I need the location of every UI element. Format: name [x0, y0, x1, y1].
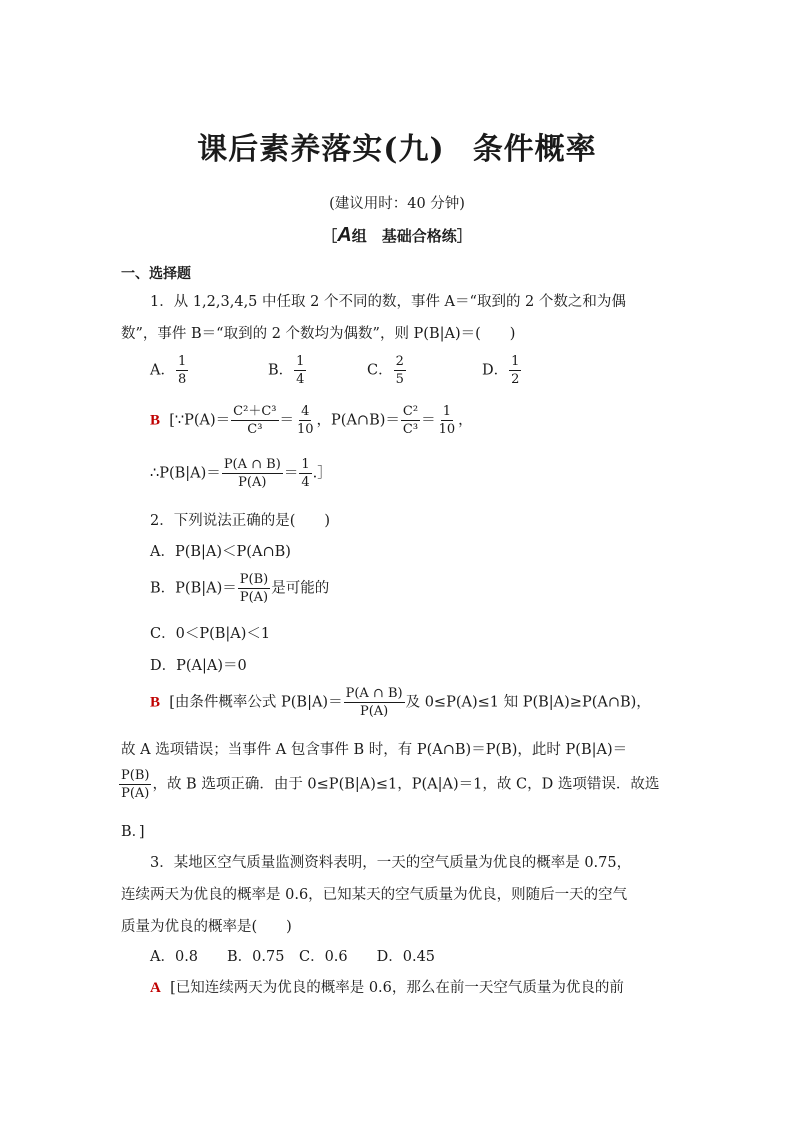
solution-fraction: [231, 404, 278, 437]
frac-den: P(A): [359, 704, 389, 719]
q1-option-a: [150, 354, 189, 387]
frac-num: P(A ∩ B): [345, 686, 403, 701]
frac-num: 1: [442, 404, 451, 419]
title-main: 课后素养落实(九): [197, 132, 445, 167]
frac-num: 4: [301, 404, 310, 419]
q1-solution-line2: [150, 457, 332, 490]
solution-text: ，P(A∩B)＝: [316, 412, 400, 429]
solution-text: ＝: [421, 412, 436, 429]
group-letter: A: [337, 224, 352, 246]
q1-option-c: [367, 354, 407, 387]
frac-den: P(A): [121, 786, 150, 801]
group-heading: [0, 224, 794, 247]
option-text: 是可能的: [271, 580, 330, 597]
frac-num: 1: [511, 354, 520, 369]
q3-solution: [150, 976, 624, 997]
solution-text: [∵P(A)＝: [169, 412, 231, 429]
solution-text: ∴P(B|A)＝: [150, 465, 221, 482]
option-fraction: [238, 572, 270, 605]
option-label: A．: [150, 362, 175, 379]
q3-line2: 连续两天为优良的概率是 0.6，已知某天的空气质量为优良，则随后一天的空气: [121, 887, 628, 903]
frac-den: P(A): [238, 475, 267, 490]
q1-line2: 数”，事件 B＝“取到的 2 个数均为偶数”，则 P(B|A)＝( ): [121, 326, 516, 342]
solution-fraction: [222, 457, 283, 490]
frac-den: 2: [511, 372, 520, 387]
q1-option-b: [268, 354, 307, 387]
frac-den: C³: [402, 422, 419, 437]
page-title: [0, 124, 794, 168]
solution-fraction: [295, 404, 316, 437]
q2-option-c: C．0＜P(B|A)＜1: [150, 626, 271, 642]
solution-fraction: [344, 686, 405, 719]
frac-num: 1: [301, 457, 310, 472]
solution-text: .］: [312, 465, 332, 482]
q2-solution-line3: [118, 768, 659, 801]
solution-text: ，: [458, 412, 473, 429]
q2-solution-line2: 故 A 选项错误；当事件 A 包含事件 B 时，有 P(A∩B)＝P(B)，此时 P(B|A)＝: [121, 742, 628, 758]
section-heading: 一、选择题: [121, 265, 191, 281]
q1-answer: B: [150, 412, 161, 429]
solution-fraction: [401, 404, 420, 437]
frac-den: 5: [395, 372, 404, 387]
solution-text: 及 0≤P(A)≤1 知 P(B|A)≥P(A∩B)，: [405, 694, 651, 711]
option-fraction: [294, 354, 306, 387]
solution-fraction: [299, 457, 311, 490]
title-sub: 条件概率: [472, 132, 597, 167]
q2-stem: 2．下列说法正确的是( ): [150, 513, 331, 529]
q3-answer: A: [150, 980, 161, 996]
option-fraction: [394, 354, 406, 387]
option-label: C．: [367, 362, 393, 379]
frac-num: P(A ∩ B): [223, 457, 281, 472]
frac-num: P(B): [239, 572, 269, 587]
frac-num: C²: [402, 404, 419, 419]
q2-option-d: D．P(A|A)＝0: [150, 658, 247, 674]
q3-options: A．0.8 B．0.75 C．0.6 D．0.45: [150, 949, 436, 965]
frac-den: 10: [438, 422, 456, 437]
option-text: B．P(B|A)＝: [150, 580, 237, 597]
frac-num: 2: [395, 354, 404, 369]
q2-solution-line4: B．]: [121, 824, 145, 840]
q1-solution-line1: [150, 404, 473, 437]
solution-text: [由条件概率公式 P(B|A)＝: [169, 694, 343, 711]
frac-den: P(A): [239, 590, 269, 605]
q2-answer: B: [150, 694, 161, 711]
q1-option-d: [482, 354, 522, 387]
frac-den: 10: [297, 422, 314, 437]
option-fraction: [509, 354, 521, 387]
frac-num: 1: [177, 354, 187, 369]
option-label: B．: [268, 362, 294, 379]
frac-num: P(B): [121, 768, 150, 783]
solution-text: ＝: [283, 465, 299, 482]
frac-num: 1: [296, 354, 305, 369]
group-bracket-close: ］: [456, 228, 472, 245]
q2-solution-line1: [150, 686, 651, 719]
solution-text: ＝: [279, 412, 294, 429]
solution-text: ，故 B 选项正确．由于 0≤P(B|A)≤1，P(A|A)＝1，故 C，D 选项错误．故选: [152, 776, 660, 793]
option-label: D．: [482, 362, 509, 379]
frac-num: C²＋C³: [233, 404, 277, 419]
solution-text: [已知连续两天为优良的概率是 0.6，那么在前一天空气质量为优良的前: [170, 980, 624, 996]
solution-fraction: [119, 768, 151, 801]
option-fraction: [176, 354, 188, 387]
frac-den: 4: [301, 475, 310, 490]
solution-fraction: [437, 404, 458, 437]
frac-den: 4: [296, 372, 305, 387]
group-label: 组 基础合格练: [351, 228, 457, 245]
frac-den: 8: [177, 372, 187, 387]
time-note: (建议用时：40 分钟): [329, 196, 465, 212]
q3-line3: 质量为优良的概率是( ): [121, 919, 292, 935]
q1-line1: 1．从 1,2,3,4,5 中任取 2 个不同的数，事件 A＝“取到的 2 个数之和为偶: [150, 294, 626, 310]
group-bracket-open: ［: [322, 228, 338, 245]
q3-line1: 3．某地区空气质量监测资料表明，一天的空气质量为优良的概率是 0.75，: [150, 855, 632, 871]
q2-option-a: A．P(B|A)＜P(A∩B): [150, 544, 291, 560]
q2-option-b: [150, 572, 329, 605]
frac-den: C³: [247, 422, 263, 437]
